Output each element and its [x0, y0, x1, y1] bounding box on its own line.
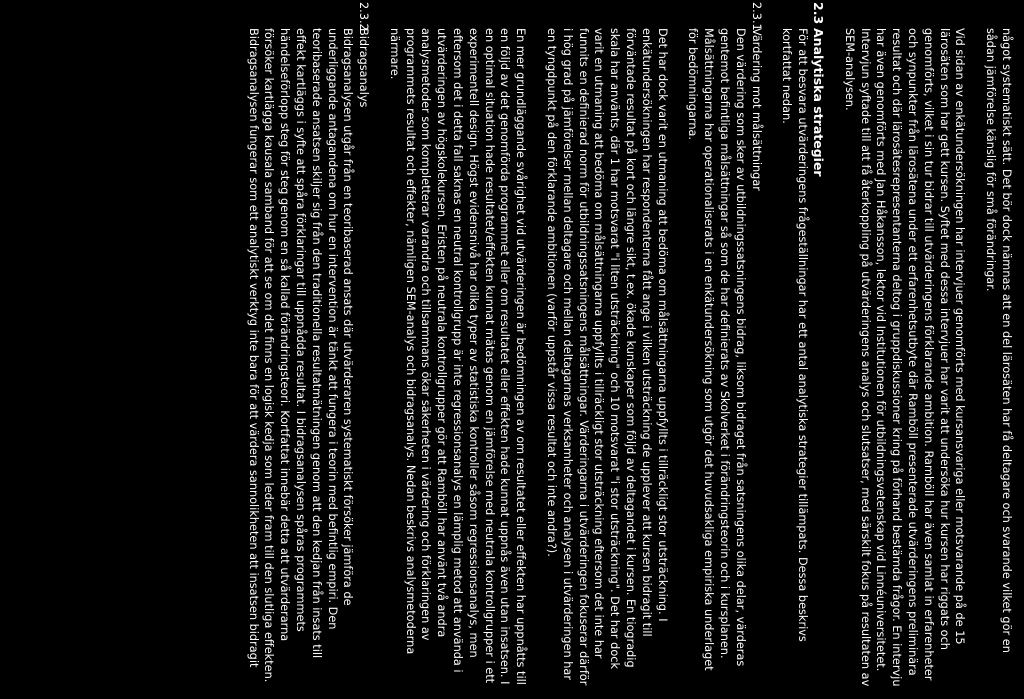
subsection-heading: Bidragsanalys: [357, 28, 371, 108]
section-2-3-2: [245, 2, 371, 687]
section-heading: Analytiska strategier: [811, 28, 827, 177]
section-text: För att besvara utvärderingens frågeställningar har ett antal analytiska strategier tillämpats. Dessa beskrivs kortfattat nedan.: [780, 28, 810, 642]
subsection-heading: Värdering mot målsättningar: [749, 28, 763, 191]
paragraph: Det har dock varit en utmaning att bedöma om målsättningarna uppfyllts i tillräckligt stor utsträckning. I enkätundersökningen har respondenterna fått ange i vilken utsträckning de upplever att kursen bidragit till förväntade resultat på kort och längre sikt, t.ex. ökade kunskaper som följd av deltagandet i kursen. En tiogradig skala har använts, där 1 har motsvarat "i liten utsträckning" och 10 motsvarat "i stor utsträckning". Det har dock varit en utmaning att bedöma om målsättningarna uppfyllts i tillräckligt stor utsträckning eftersom det inte har funnits en definierad norm för utbildningssatsningens målsättningar. Värderingarna i utvärderingen fokuserar därför i hög grad på jämförelser mellan deltagare och mellan deltagarnas verksamheter och analysen i utvärderingen har en tyngdpunkt på den förklarande ambitionen (varför uppstår vissa resultat och inte andra?).: [545, 28, 669, 686]
section-number: 2.3: [811, 2, 827, 25]
paragraph: En mer grundläggande svårighet vid utvärderingen är bedömningen av om resultatet eller effekten har uppnåtts till en följd av det genomförda programmet eller om resultatet eller effekten hade kunnat uppnås även utan insatsen. I en optimal situation hade resultatet/effekten kunnat mätas genom en jämförelse med neutrala kontrollgrupper i ett experimentell design. Högst evidensnivå har olika typer av statistiska kontroller såsom regressionsanalys, men eftersom det i detta fall saknas en neutral kontrollgrupp är inte regressionsanalys en lämplig metod att använda i utvärderingen av högskolekursen. Eristen på neutrala kontrollgrupper gör att Ramböll har använt två andra analysmetoder som kompletterar varandra och tillsammans ökar säkerheten i värdering och förklaringen av programmets resultat och effekter, nämligen SEM-analys och bidragsanalys. Nedan beskrivs analysmetoderna närmare.: [387, 28, 528, 685]
intro-paragraph: något systematiskt sätt. Det bör dock nämnas att en del lärosäten har få deltagare och svarande vilket gör en sådan jämförelse känslig för små förändringar.: [984, 28, 1013, 653]
section-2-3: [764, 2, 826, 687]
paragraph: Bidragsanalysen utgår från en teoribaserad ansats där utvärderaren systematiskt försöker jämföra de underliggande antagandena om hur en intervention är tänkt att fungera i teorin med befintlig empiri. Den teoribaserade ansatsen skiljer sig från den traditionella resultatmätningen genom att den kedjan från insats till effekt kartläggs i syfte att spåra förklaringar till uppnådda resultat. I bidragsanalysen spåras programmets händelseförlopp steg för steg genom en så kallad förändringsteori. Kortfattat innebär detta att utvärderarna försöker kartlägga kausala samband för att se om det finns en logisk kedja som leder fram till den slutliga effekten. Bidragsanalysen fungerar som ett analytiskt verktyg inte bara för att värdera sannolikheten att insatsen bidragit: [246, 28, 355, 683]
subsection-number: 2.3.1: [749, 2, 763, 31]
intro-interviews-paragraph: Vid sidan av enkätundersökningen har intervjuer genomförts med kursansvariga eller motsvarande på de 15 lärosäten som har gett kursen. Syftet med dessa intervjuer har varit att undersöka hur kursen har riggats och genomförts, vilket i sin tur bidrar till utvärderingens förklarande ambition. Ramböll har även samlat in erfarenheter och synpunkter från lärosätena under ett erfarenhetsutbyte där Ramböll presenterade utvärderingens preliminära resultat och där lärosätesrepresentanterna deltog i gruppdiskussioner kring på förhand bestämda frågor. En intervju har även genomförts med Jan Håkansson, lektor vid Institutionen för utbildningsvetenskap vid Linnéuniversitetet. Intervjun syftade till att få återkoppling på utvärderingens analys och slutsatser, med särskilt fokus på resultaten av SEM-analysen.: [842, 28, 967, 687]
section-2-3-1: [371, 2, 764, 687]
paragraph: Den värdering som sker av utbildningssatsningens bidrag, liksom bidraget från satsningens olika delar, värderas gentemot befintliga målsättningar så som de har definierats av Skolverket i förändringsteorin och i kursplanen. Målsättningarna har operationaliserats i en enkätundersökning som utgör det huvudsakliga empiriska underlaget för bedömningarna.: [686, 28, 747, 671]
subsection-number: 2.3.2: [357, 2, 371, 31]
